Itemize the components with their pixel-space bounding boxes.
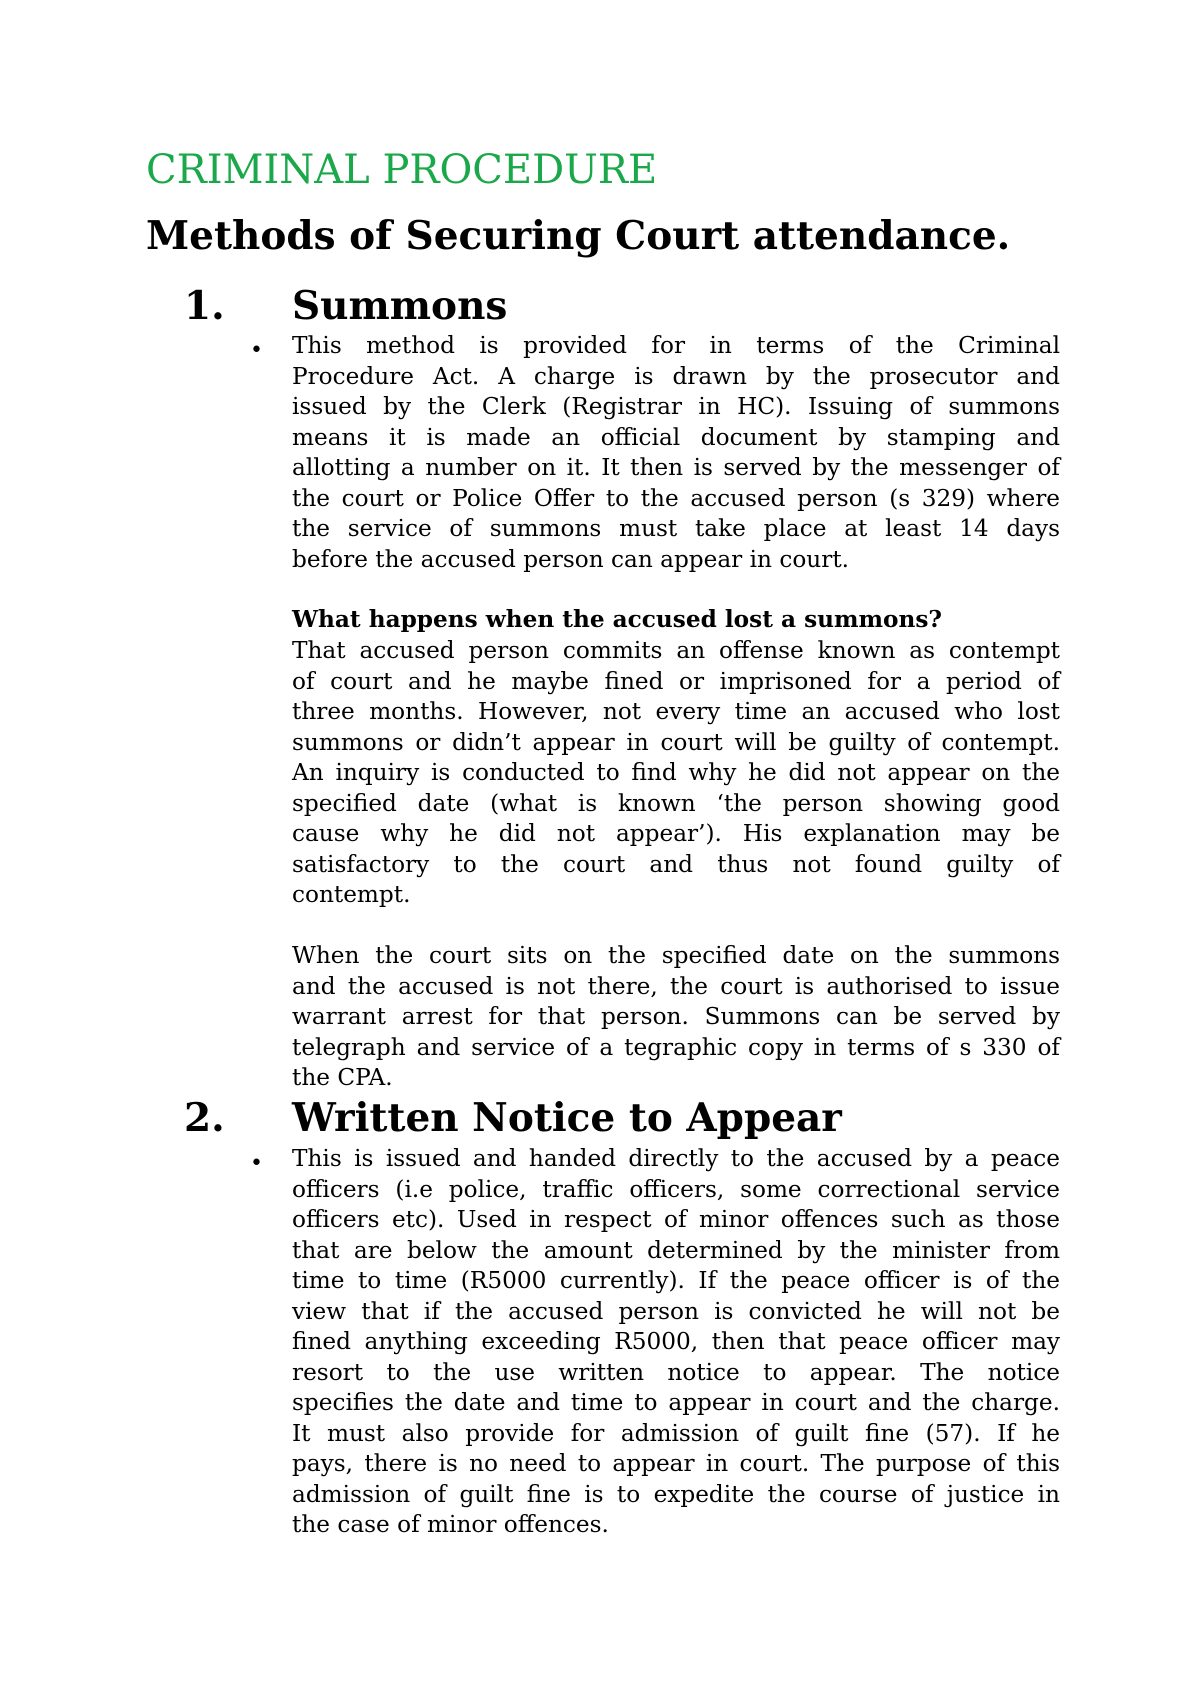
paragraph-line: fined anything exceeding R5000, then that peace officer may — [292, 1328, 1060, 1355]
paragraph-line: Procedure Act. A charge is drawn by the prosecutor and — [292, 362, 1060, 390]
paragraph-line: satisfactory to the court and thus not found guilty of — [292, 850, 1060, 878]
paragraph-line: officers etc). Used in respect of minor offences such as those — [292, 1206, 1060, 1233]
paragraph-line: This is issued and handed directly to the accused by a peace — [292, 1145, 1060, 1172]
paragraph-line: cause why he did not appear’). His explanation may be — [292, 820, 1060, 847]
paragraph-line: of court and he maybe fined or imprisoned for a period of — [292, 667, 1060, 695]
paragraph-line: This method is provided for in terms of the Criminal — [292, 332, 1060, 359]
section-title: Summons — [292, 283, 508, 329]
section-number: 1. — [184, 283, 225, 329]
summons-paragraph-2 — [292, 636, 1060, 911]
bullet-icon: • — [250, 1151, 263, 1176]
section-heading-written-notice — [184, 1094, 842, 1142]
paragraph-line: contempt. — [292, 881, 411, 908]
paragraph-line: resort to the use written notice to appear. The notice — [292, 1358, 1060, 1386]
paragraph-line: summons or didn’t appear in court will be guilty of contempt. — [292, 728, 1060, 756]
question-heading: What happens when the accused lost a summons? — [292, 606, 943, 633]
document-title: CRIMINAL PROCEDURE — [146, 147, 658, 193]
paragraph-line: specifies the date and time to appear in court and the charge. — [292, 1389, 1060, 1416]
paragraph-line: time to time (R5000 currently). If the peace officer is of the — [292, 1267, 1060, 1294]
paragraph-line: admission of guilt fine is to expedite the course of justice in — [292, 1480, 1060, 1508]
summons-paragraph-1 — [292, 331, 1060, 575]
paragraph-line: When the court sits on the specified date on the summons — [292, 942, 1060, 969]
paragraph-line: and the accused is not there, the court is authorised to issue — [292, 972, 1060, 1000]
paragraph-line: three months. However, not every time an accused who lost — [292, 698, 1060, 725]
paragraph-line: the CPA. — [292, 1064, 393, 1091]
paragraph-line: the case of minor offences. — [292, 1511, 609, 1538]
section-title: Written Notice to Appear — [292, 1095, 842, 1141]
document-subtitle: Methods of Securing Court attendance. — [146, 213, 1011, 259]
paragraph-line: before the accused person can appear in court. — [292, 545, 850, 573]
paragraph-line: the service of summons must take place at least 14 days — [292, 515, 1060, 542]
summons-paragraph-3 — [292, 941, 1060, 1094]
paragraph-line: pays, there is no need to appear in court. The purpose of this — [292, 1450, 1060, 1477]
written-notice-paragraph — [292, 1144, 1060, 1541]
paragraph-line: issued by the Clerk (Registrar in HC). Issuing of summons — [292, 393, 1060, 420]
section-number: 2. — [184, 1095, 225, 1141]
paragraph-line: that are below the amount determined by the minister from — [292, 1236, 1060, 1264]
paragraph-line: It must also provide for admission of guilt fine (57). If he — [292, 1419, 1060, 1447]
paragraph-line: view that if the accused person is convicted he will not be — [292, 1297, 1060, 1325]
paragraph-line: warrant arrest for that person. Summons can be served by — [292, 1003, 1060, 1030]
paragraph-line: means it is made an official document by stamping and — [292, 423, 1060, 451]
paragraph-line: allotting a number on it. It then is served by the messenger of — [292, 454, 1060, 481]
paragraph-line: the court or Police Offer to the accused person (s 329) where — [292, 484, 1060, 512]
section-heading-summons — [184, 282, 507, 330]
summons-question — [292, 605, 1060, 636]
paragraph-line: That accused person commits an offense known as contempt — [292, 637, 1060, 664]
paragraph-line: officers (i.e police, traffic officers, some correctional service — [292, 1175, 1060, 1203]
paragraph-line: specified date (what is known ‘the person showing good — [292, 789, 1060, 817]
bullet-icon: • — [250, 338, 263, 363]
paragraph-line: telegraph and service of a tegraphic copy in terms of s 330 of — [292, 1033, 1060, 1061]
paragraph-line: An inquiry is conducted to find why he did not appear on the — [292, 759, 1060, 786]
